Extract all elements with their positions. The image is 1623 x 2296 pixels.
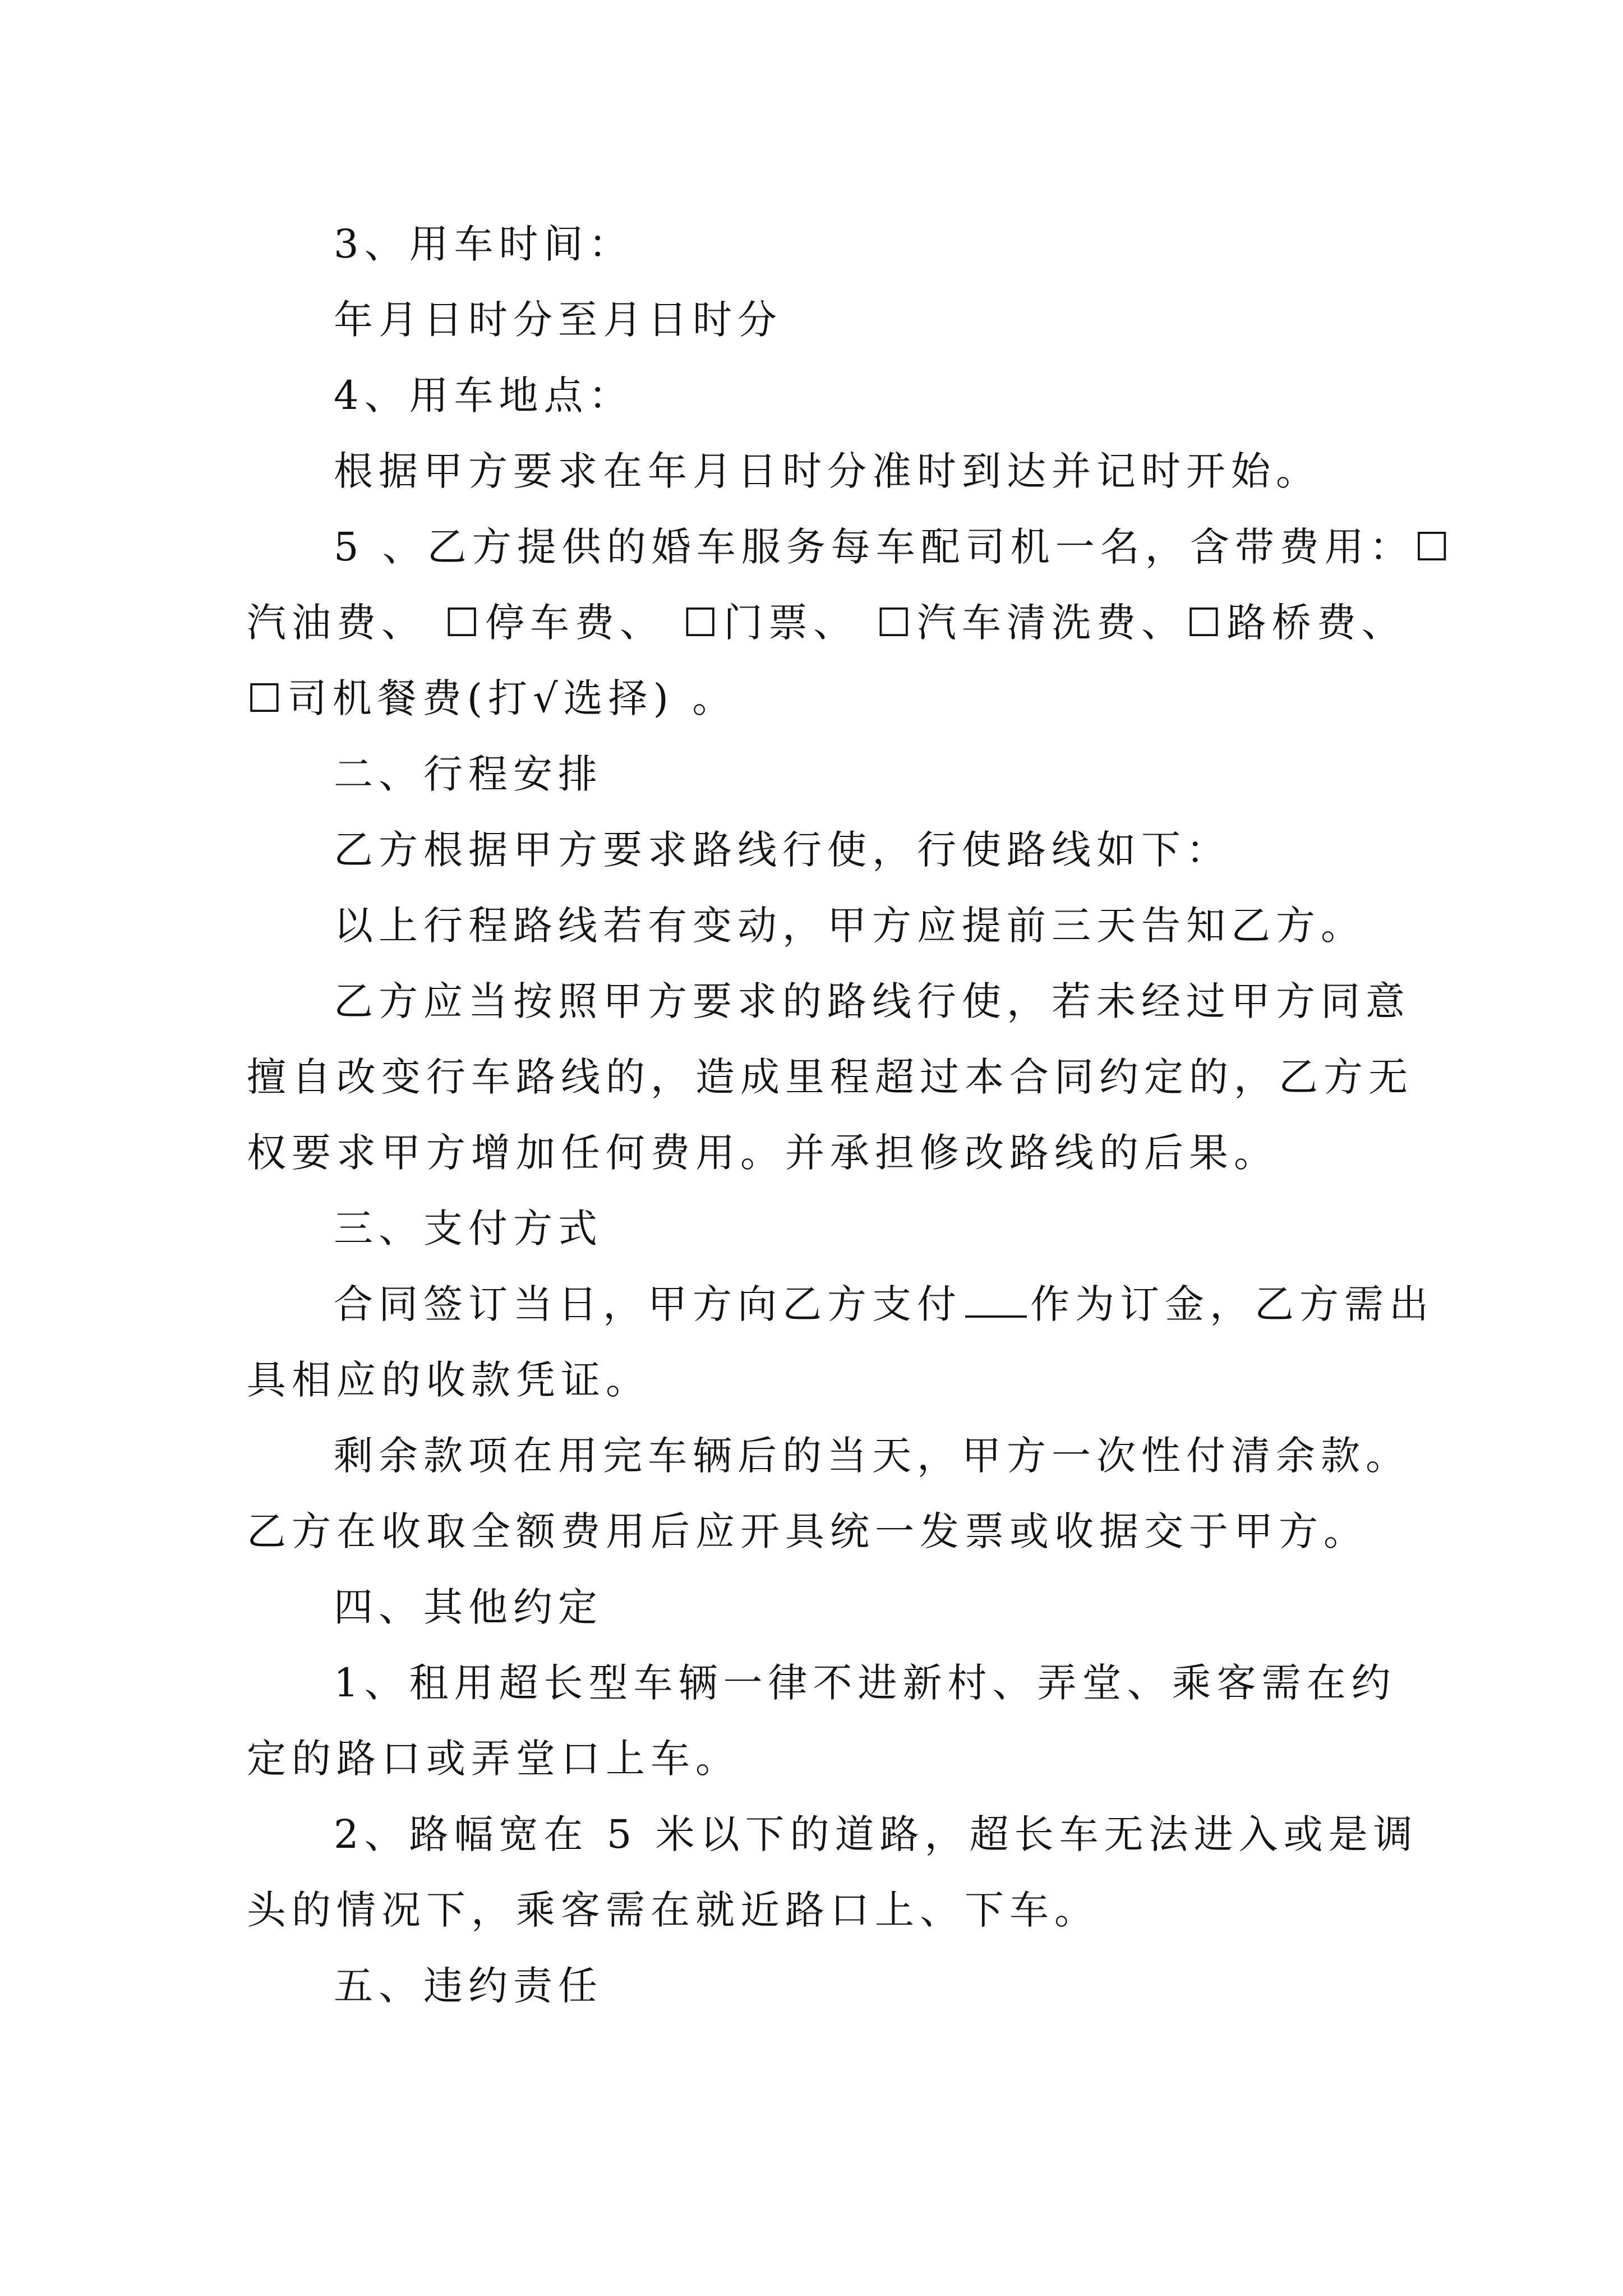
text-line: ☐司机餐费(打√选择) 。 bbox=[247, 675, 737, 721]
text-line: 2、路幅宽在 5 米以下的道路，超长车无法进入或是调 bbox=[334, 1811, 1418, 1857]
text-line: 以上行程路线若有变动，甲方应提前三天告知乙方。 bbox=[334, 903, 1366, 949]
text-line: 定的路口或弄堂口上车。 bbox=[247, 1736, 740, 1782]
text-line: 头的情况下，乘客需在就近路口上、下车。 bbox=[247, 1887, 1099, 1933]
text-line: 5 、乙方提供的婚车服务每车配司机一名，含带费用：☐ bbox=[334, 524, 1455, 570]
section-heading: 四、其他约定 bbox=[334, 1584, 603, 1630]
section-heading: 二、行程安排 bbox=[334, 751, 603, 797]
text-line: 乙方在收取全额费用后应开具统一发票或收据交于甲方。 bbox=[247, 1508, 1368, 1554]
text-line: 具相应的收款凭证。 bbox=[247, 1357, 651, 1403]
text-line: 权要求甲方增加任何费用。并承担修改路线的后果。 bbox=[247, 1130, 1279, 1176]
text-segment: 合同签订当日，甲方向乙方支付 bbox=[334, 1281, 962, 1327]
text-line: 根据甲方要求在年月日时分准时到达并记时开始。 bbox=[334, 448, 1321, 494]
text-line: 1、租用超长型车辆一律不进新村、弄堂、乘客需在约 bbox=[334, 1660, 1396, 1706]
text-line: 乙方根据甲方要求路线行使，行使路线如下： bbox=[334, 827, 1231, 873]
text-line: 4、用车地点： bbox=[334, 372, 634, 418]
fill-in-blank bbox=[965, 1282, 1027, 1318]
section-heading: 五、违约责任 bbox=[334, 1963, 603, 2009]
text-line: 擅自改变行车路线的，造成里程超过本合同约定的，乙方无 bbox=[247, 1054, 1413, 1100]
text-line: 乙方应当按照甲方要求的路线行使，若未经过甲方同意 bbox=[334, 978, 1410, 1024]
section-heading: 三、支付方式 bbox=[334, 1205, 603, 1251]
text-line: 3、用车时间： bbox=[334, 221, 634, 267]
text-line: 汽油费、 ☐停车费、 ☐门票、 ☐汽车清洗费、☐路桥费、 bbox=[247, 600, 1407, 646]
text-line bbox=[334, 1265, 1528, 1343]
text-line: 年月日时分至月日时分 bbox=[334, 297, 782, 343]
text-line: 剩余款项在用完车辆后的当天，甲方一次性付清余款。 bbox=[334, 1433, 1410, 1479]
text-segment: 作为订金，乙方需出 bbox=[1030, 1281, 1434, 1327]
